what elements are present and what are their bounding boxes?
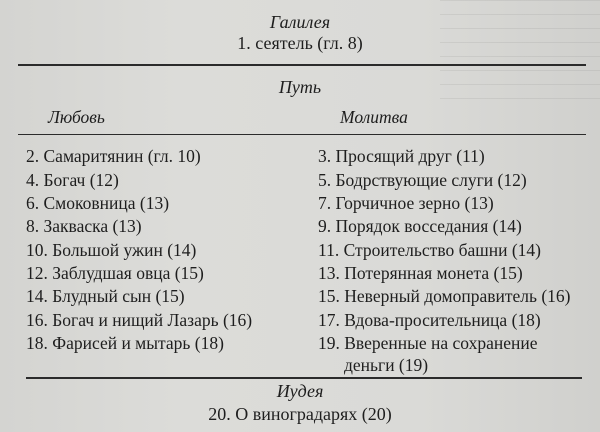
divider-bottom [26,377,582,379]
section-heading-galilee: Галилея [269,12,331,32]
column-heading-love: Любовь [48,107,105,127]
list-item: 19. Вверенные на сохранение [318,333,538,353]
list-item: 9. Порядок восседания (14) [318,216,522,236]
list-item: 3. Просящий друг (11) [318,146,485,166]
list-item: 14. Блудный сын (15) [26,286,185,306]
list-item: 13. Потерянная монета (15) [318,263,523,283]
list-item: 2. Самаритянин (гл. 10) [26,146,201,166]
section-heading-judea: Иудея [276,381,324,401]
list-item: 7. Горчичное зерно (13) [318,193,494,213]
divider-top [18,64,586,66]
divider-columns [18,134,586,135]
column-heading-prayer: Молитва [340,107,408,127]
galilee-item: 1. сеятель (гл. 8) [237,33,363,53]
list-item: 17. Вдова-просительница (18) [318,310,541,330]
list-item: 4. Богач (12) [26,170,119,190]
list-item: 16. Богач и нищий Лазарь (16) [26,310,253,330]
list-item: 6. Смоковница (13) [26,193,170,213]
list-item: 8. Закваска (13) [26,216,142,236]
list-item: 18. Фарисей и мытарь (18) [26,333,224,353]
judea-item: 20. О виноградарях (20) [208,404,392,424]
list-item-continuation: деньги (19) [344,355,429,375]
section-heading-path: Путь [278,77,322,97]
list-item: 12. Заблудшая овца (15) [26,263,204,283]
list-item: 15. Неверный домоправитель (16) [318,286,571,306]
list-item: 5. Бодрствующие слуги (12) [318,170,527,190]
list-item: 11. Строительство башни (14) [318,240,541,260]
list-item: 10. Большой ужин (14) [26,240,197,260]
